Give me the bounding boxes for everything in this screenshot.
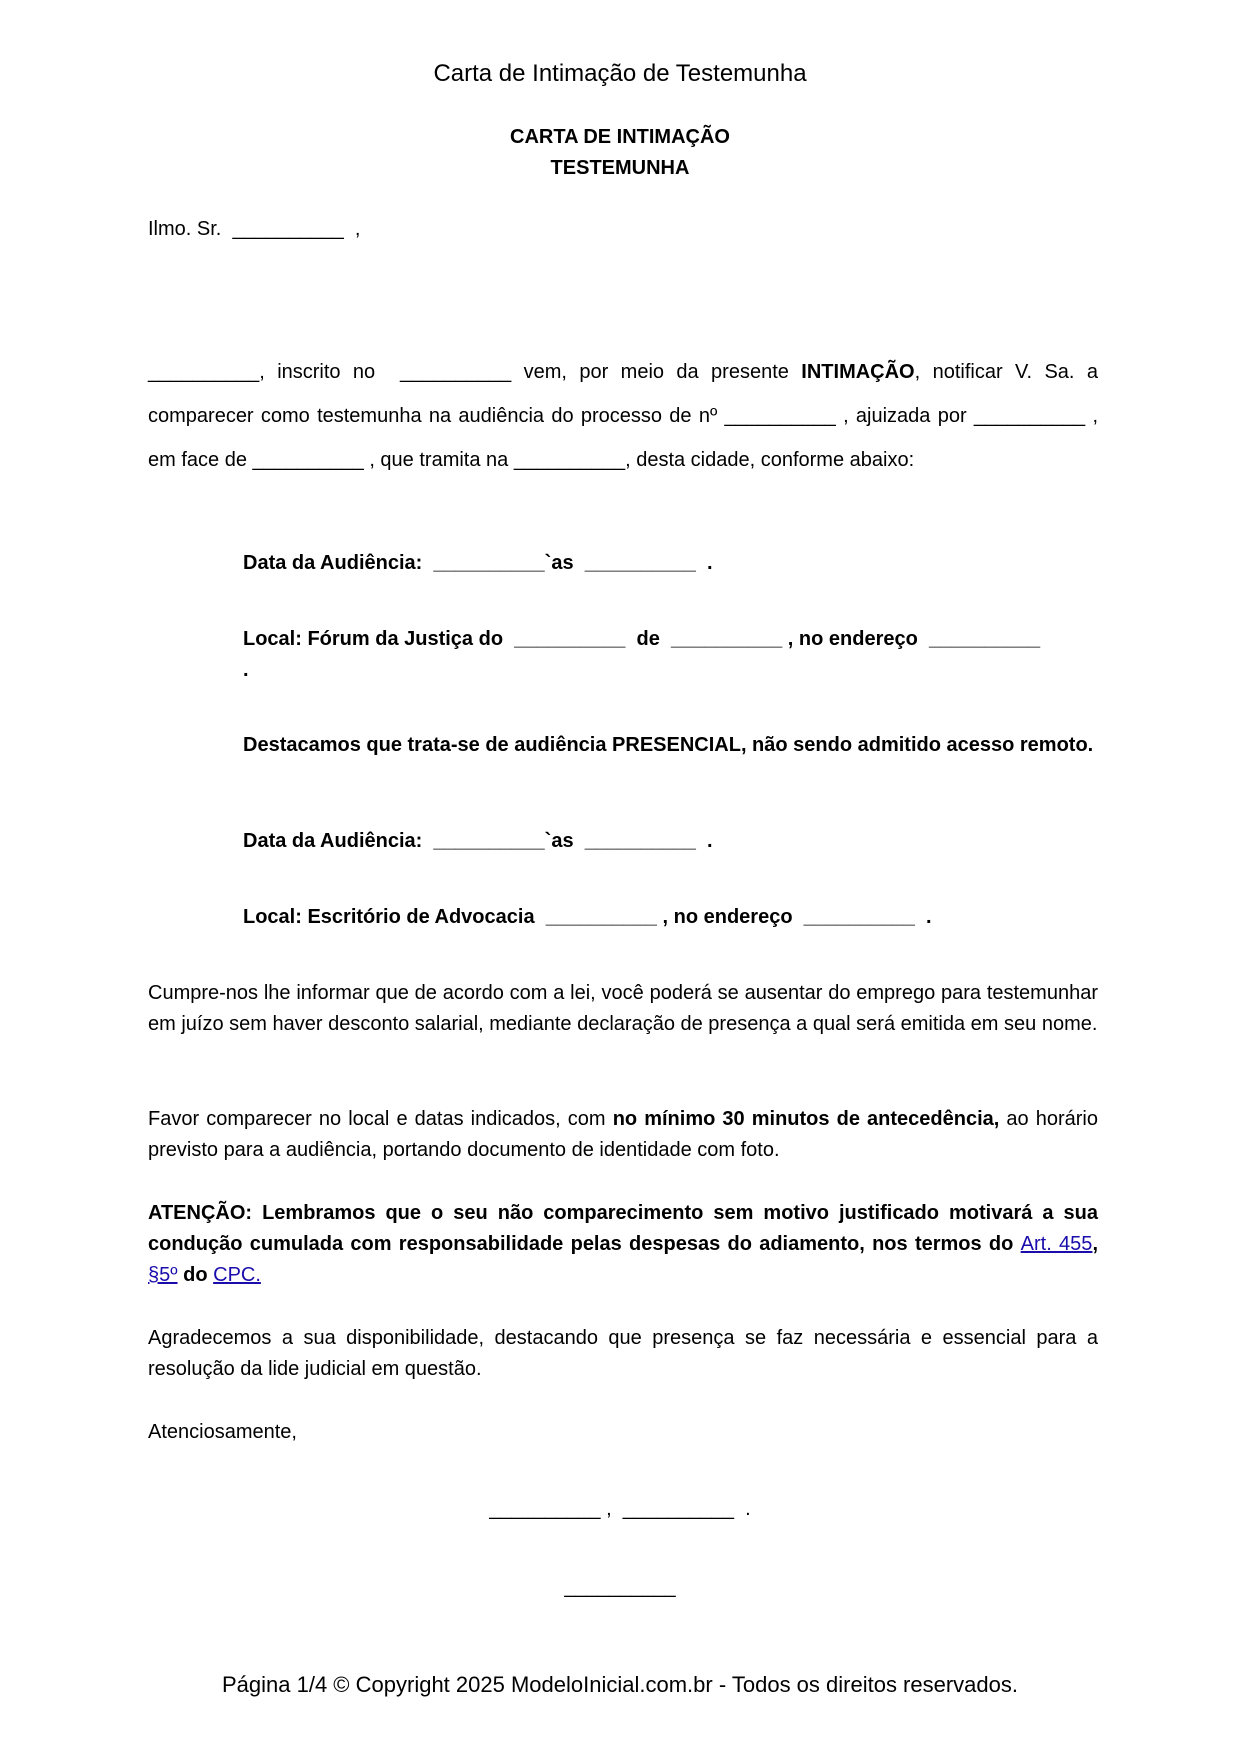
arrival-text-before: Favor comparecer no local e datas indicados, com [148, 1108, 606, 1130]
blank-field: __________ [399, 361, 512, 383]
recipient-blank: __________ [232, 218, 344, 240]
intro-part-7: , desta cidade, conforme abaixo: [625, 449, 915, 471]
hearing1-local-label: Local: Fórum da Justiça do [243, 628, 504, 650]
blank-field: __________ [671, 628, 783, 650]
hearing2-local [243, 902, 1098, 933]
blank-field: __________ [433, 830, 545, 852]
attention-do: do [183, 1264, 208, 1286]
blank-field: __________ [513, 449, 626, 471]
blank-field: __________ [584, 830, 696, 852]
intro-paragraph [148, 350, 1098, 482]
hearing1-date [243, 548, 1098, 579]
blank-field: __________ [545, 906, 657, 928]
attention-sep: , [1092, 1233, 1098, 1255]
blank-field: __________ [973, 405, 1086, 427]
paragraph-attention [148, 1198, 1098, 1291]
hearing2-as-label: `as [544, 830, 574, 852]
document-title [0, 122, 1240, 184]
blank-field: __________ [514, 628, 626, 650]
intro-part-3: , notificar V. Sa. a comparecer como testemunha na audiência do processo de nº [148, 361, 1099, 427]
link-art-455[interactable]: Art. 455 [1020, 1233, 1093, 1255]
blank-field: __________ [584, 552, 696, 574]
hearing1-address-label: , no endereço [787, 628, 918, 650]
salutation-prefix: Ilmo. Sr. [148, 218, 222, 240]
intro-part-2: vem, por meio da presente [523, 361, 789, 383]
intro-bold-intimacao: INTIMAÇÃO [801, 361, 915, 383]
arrival-text-after: ao horário previsto para a audiência, portando documento de identidade com foto. [148, 1108, 1098, 1161]
paragraph-thanks: Agradecemos a sua disponibilidade, destacando que presença se faz necessária e essencial para a resolução da lide judicial em questão. [148, 1327, 1098, 1380]
hearing2-date-dot: . [707, 830, 713, 852]
link-paragraph-5[interactable]: §5º [148, 1264, 178, 1286]
blank-field: __________ [252, 449, 364, 471]
page-footer: Página 1/4 © Copyright 2025 ModeloInicial.com.br - Todos os direitos reservados. [222, 1672, 1018, 1697]
salutation [148, 218, 360, 241]
paragraph-employer: Cumpre-nos lhe informar que de acordo com a lei, você poderá se ausentar do emprego para testemunhar em juízo sem haver desconto salarial, mediante declaração de presença a qual será emitida em seu nome. [148, 982, 1098, 1035]
intro-part-5: , em face de [148, 405, 1099, 471]
hearing1-local [243, 624, 1098, 686]
title-line-2: TESTEMUNHA [550, 157, 690, 179]
blank-field: __________ [564, 1576, 676, 1598]
hearing1-de-label: de [636, 628, 660, 650]
hearing2-address-label: , no endereço [662, 906, 793, 928]
signature-line [0, 1576, 1240, 1599]
page-header-title: Carta de Intimação de Testemunha [433, 60, 807, 87]
link-cpc[interactable]: CPC. [213, 1264, 261, 1286]
hearing2-local-label: Local: Escritório de Advocacia [243, 906, 535, 928]
blank-field: __________ [489, 1498, 601, 1520]
hearing1-local-dot: . [243, 659, 249, 681]
intro-part-4: , ajuizada por [843, 405, 967, 427]
presencial-note: Destacamos que trata-se de audiência PRESENCIAL, não sendo admitido acesso remoto. [243, 734, 1094, 756]
closing-text: Atenciosamente, [148, 1421, 297, 1443]
hearing1-date-label: Data da Audiência: [243, 552, 423, 574]
attention-text: ATENÇÃO: Lembramos que o seu não comparecimento sem motivo justificado motivará a sua condução cumulada com responsabilidade pelas despesas do adiamento, nos termos do [148, 1202, 1098, 1255]
intro-part-1: , inscrito no [259, 361, 376, 383]
hearing2-local-dot: . [926, 906, 932, 928]
blank-field: __________ [148, 361, 260, 383]
blank-field: __________ [803, 906, 915, 928]
hearing2-date-label: Data da Audiência: [243, 830, 423, 852]
blank-field: __________ [724, 405, 836, 427]
place-date-sep: , [606, 1498, 612, 1520]
hearing2-date [243, 826, 1098, 857]
paragraph-arrival [148, 1104, 1098, 1166]
hearing1-date-dot: . [707, 552, 713, 574]
blank-field: __________ [928, 628, 1041, 650]
blank-field: __________ [433, 552, 545, 574]
arrival-text-bold: no mínimo 30 minutos de antecedência, [612, 1108, 1000, 1130]
intro-part-6: , que tramita na [369, 449, 509, 471]
salutation-comma: , [354, 218, 361, 240]
blank-field: __________ [622, 1498, 735, 1520]
place-date-end: . [745, 1498, 751, 1520]
place-date-line [0, 1498, 1240, 1521]
hearing1-as-label: `as [544, 552, 574, 574]
title-line-1: CARTA DE INTIMAÇÃO [510, 126, 730, 148]
